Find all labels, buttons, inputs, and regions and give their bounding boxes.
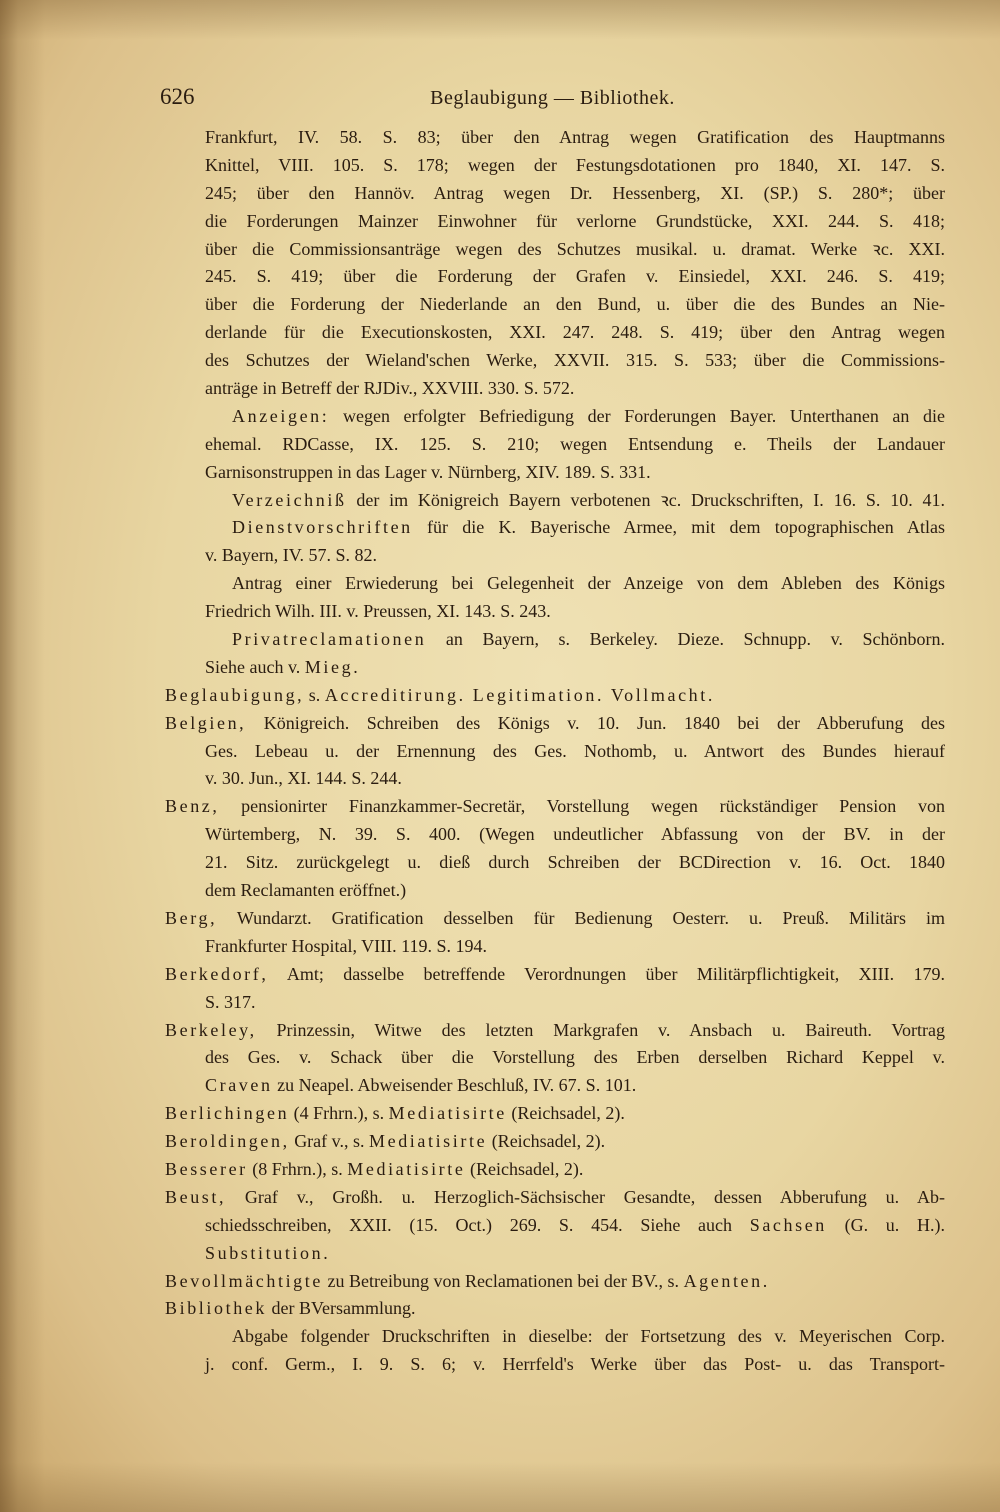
text-line xyxy=(165,375,945,403)
spaced-headword: Berkeley, xyxy=(165,1019,257,1040)
text-line xyxy=(165,263,945,291)
line-text: der im Königreich Bayern verbotenen ꝛc. Druckschriften, I. 16. S. 10. 41. xyxy=(346,489,945,510)
line-text: für die K. Bayerische Armee, mit dem topographischen Atlas xyxy=(412,517,945,538)
line-text: v. Bayern, IV. 57. S. 82. xyxy=(205,545,377,566)
spaced-headword: Verzeichniß xyxy=(232,489,347,510)
cross-reference: Substitution. xyxy=(205,1242,331,1263)
line-text: Ges. Lebeau u. der Ernennung des Ges. Nothomb, u. Antwort des Bundes hierauf xyxy=(205,740,945,761)
text-line xyxy=(165,1268,945,1296)
text-line xyxy=(165,1017,945,1045)
text-line xyxy=(165,1212,945,1240)
spaced-headword: Berkedorf, xyxy=(165,963,269,984)
spaced-headword: Bevollmächtigte xyxy=(165,1270,323,1291)
text-line xyxy=(165,598,945,626)
text-line xyxy=(165,124,945,152)
line-text: (Reichsadel, 2). xyxy=(487,1131,606,1152)
line-text: Siehe auch v. xyxy=(205,656,305,677)
text-line xyxy=(165,1044,945,1072)
line-text: ehemal. RDCasse, IX. 125. S. 210; wegen Entsendung e. Theils der Landauer xyxy=(205,433,945,454)
line-text: Graf v., s. xyxy=(289,1131,369,1152)
line-text: Amt; dasselbe betreffende Verordnungen über Militärpflichtigkeit, XIII. 179. xyxy=(268,963,945,984)
text-line xyxy=(165,487,945,515)
line-text: Antrag einer Erwiederung bei Gelegenheit der Anzeige von dem Ableben des Königs xyxy=(232,573,945,594)
text-line xyxy=(165,654,945,682)
spaced-headword: Anzeigen: xyxy=(232,405,330,426)
text-line xyxy=(165,347,945,375)
spaced-headword: Privatreclamationen xyxy=(232,629,427,650)
line-text: 245; über den Hannöv. Antrag wegen Dr. Hessenberg, XI. (SP.) S. 280*; über xyxy=(205,182,945,203)
text-line xyxy=(165,403,945,431)
line-text: zu Neapel. Abweisender Beschluß, IV. 67. S. 101. xyxy=(272,1075,637,1096)
line-text: (G. u. H.). xyxy=(826,1214,945,1235)
line-text: v. 30. Jun., XI. 144. S. 244. xyxy=(205,768,402,789)
line-text: Prinzessin, Witwe des letzten Markgrafen v. Ansbach u. Baireuth. Vortrag xyxy=(256,1019,945,1040)
line-text: an Bayern, s. Berkeley. Dieze. Schnupp. v. Schönborn. xyxy=(426,629,945,650)
text-line xyxy=(165,1295,945,1323)
text-line xyxy=(165,738,945,766)
text-line xyxy=(165,1100,945,1128)
line-text: zu Betreibung von Reclamationen bei der BV., s. xyxy=(322,1270,684,1291)
spaced-name: Craven xyxy=(205,1075,273,1096)
line-text: Friedrich Wilh. III. v. Preussen, XI. 143. S. 243. xyxy=(205,601,551,622)
line-text: der BVersammlung. xyxy=(267,1298,416,1319)
text-line xyxy=(165,682,945,710)
line-text: j. conf. Germ., I. 9. S. 6; v. Herrfeld's Werke über das Post- u. das Transport- xyxy=(205,1354,945,1375)
line-text: Graf v., Großh. u. Herzoglich-Sächsischer Gesandte, dessen Abberufung u. Ab- xyxy=(226,1186,945,1207)
text-line xyxy=(165,765,945,793)
line-text: 245. S. 419; über die Forderung der Grafen v. Einsiedel, XXI. 246. S. 419; xyxy=(205,266,945,287)
text-line xyxy=(165,431,945,459)
line-text: (Reichsadel, 2). xyxy=(465,1158,584,1179)
running-title: Beglaubigung — Bibliothek. xyxy=(430,87,675,109)
cross-reference: Accreditirung. Legitimation. Vollmacht. xyxy=(324,684,715,705)
text-line xyxy=(165,710,945,738)
spaced-headword: Beglaubigung, xyxy=(165,684,305,705)
text-line xyxy=(165,989,945,1017)
spaced-name: Mieg. xyxy=(304,656,361,677)
line-text: Wundarzt. Gratification desselben für Bedienung Oesterr. u. Preuß. Militärs im xyxy=(217,907,945,928)
line-text: derlande für die Executionskosten, XXI. 247. 248. S. 419; über den Antrag wegen xyxy=(205,322,945,343)
line-text: Abgabe folgender Druckschriften in dieselbe: der Fortsetzung des v. Meyerischen Corp. xyxy=(232,1326,945,1347)
text-line xyxy=(165,208,945,236)
text-line xyxy=(165,1156,945,1184)
cross-reference: Agenten. xyxy=(683,1270,770,1291)
text-line xyxy=(165,793,945,821)
cross-reference: Mediatisirte xyxy=(388,1103,507,1124)
text-line xyxy=(165,180,945,208)
text-line xyxy=(165,1240,945,1268)
text-line xyxy=(165,1072,945,1100)
line-text: Würtemberg, N. 39. S. 400. (Wegen undeutlicher Abfassung von der BV. in der xyxy=(205,824,945,845)
text-line xyxy=(165,626,945,654)
text-line xyxy=(165,1323,945,1351)
line-text: des Ges. v. Schack über die Vorstellung des Erben derselben Richard Keppel v. xyxy=(205,1047,945,1068)
text-line xyxy=(165,905,945,933)
text-line xyxy=(165,1128,945,1156)
spaced-headword: Beroldingen, xyxy=(165,1131,290,1152)
text-line xyxy=(165,152,945,180)
line-text: 21. Sitz. zurückgelegt u. dieß durch Schreiben der BCDirection v. 16. Oct. 1840 xyxy=(205,852,945,873)
line-text: Frankfurt, IV. 58. S. 83; über den Antrag wegen Gratification des Hauptmanns xyxy=(205,127,945,147)
line-text: über die Forderung der Niederlande an den Bund, u. über die des Bundes an Nie- xyxy=(205,294,945,315)
text-line xyxy=(165,821,945,849)
spaced-headword: Belgien, xyxy=(165,712,247,733)
line-text: (Reichsadel, 2). xyxy=(506,1103,625,1124)
page-number: 626 xyxy=(160,84,195,109)
line-text: dem Reclamanten eröffnet.) xyxy=(205,880,407,901)
line-text: pensionirter Finanzkammer-Secretär, Vorstellung wegen rückständiger Pension von xyxy=(219,796,945,817)
line-text: anträge in Betreff der RJDiv., XXVIII. 330. S. 572. xyxy=(205,378,575,399)
text-line xyxy=(165,319,945,347)
index-text xyxy=(165,124,945,1379)
line-text: des Schutzes der Wieland'schen Werke, XXVII. 315. S. 533; über die Commissions- xyxy=(205,350,945,371)
text-line xyxy=(165,1184,945,1212)
cross-reference: Mediatisirte xyxy=(347,1158,466,1179)
text-line xyxy=(165,933,945,961)
text-line xyxy=(165,1351,945,1379)
spaced-headword: Dienstvorschriften xyxy=(232,517,413,538)
line-text: s. xyxy=(304,684,325,705)
text-line xyxy=(165,291,945,319)
spaced-headword: Berg, xyxy=(165,907,218,928)
line-text: Königreich. Schreiben des Königs v. 10. Jun. 1840 bei der Abberufung des xyxy=(246,712,945,733)
cross-reference: Mediatisirte xyxy=(369,1131,488,1152)
text-line xyxy=(165,236,945,264)
text-line xyxy=(165,570,945,598)
text-line xyxy=(165,514,945,542)
text-line xyxy=(165,542,945,570)
spaced-headword: Bibliothek xyxy=(165,1298,267,1319)
line-text: die Forderungen Mainzer Einwohner für verlorne Grundstücke, XXI. 244. S. 418; xyxy=(205,210,945,231)
text-line xyxy=(165,849,945,877)
line-text: (8 Frhrn.), s. xyxy=(247,1158,348,1179)
line-text: Frankfurter Hospital, VIII. 119. S. 194. xyxy=(205,935,487,956)
text-line xyxy=(165,961,945,989)
line-text: (4 Frhrn.), s. xyxy=(289,1103,389,1124)
cross-reference: Sachsen xyxy=(749,1214,827,1235)
line-text: Garnisonstruppen in das Lager v. Nürnberg, XIV. 189. S. 331. xyxy=(205,461,651,482)
text-line xyxy=(165,459,945,487)
line-text: Knittel, VIII. 105. S. 178; wegen der Festungsdotationen pro 1840, XI. 147. S. xyxy=(205,154,945,175)
line-text: wegen erfolgter Befriedigung der Forderungen Bayer. Unterthanen an die xyxy=(329,405,945,426)
line-text: über die Commissionsanträge wegen des Schutzes musikal. u. dramat. Werke ꝛc. XXI. xyxy=(205,238,945,259)
line-text: schiedsschreiben, XXII. (15. Oct.) 269. S. 454. Siehe auch xyxy=(205,1214,750,1235)
line-text: S. 317. xyxy=(205,991,256,1012)
spaced-headword: Berlichingen xyxy=(165,1103,290,1124)
text-line xyxy=(165,877,945,905)
spaced-headword: Besserer xyxy=(165,1158,248,1179)
page-header xyxy=(160,82,945,114)
spaced-headword: Benz, xyxy=(165,796,220,817)
spaced-headword: Beust, xyxy=(165,1186,227,1207)
